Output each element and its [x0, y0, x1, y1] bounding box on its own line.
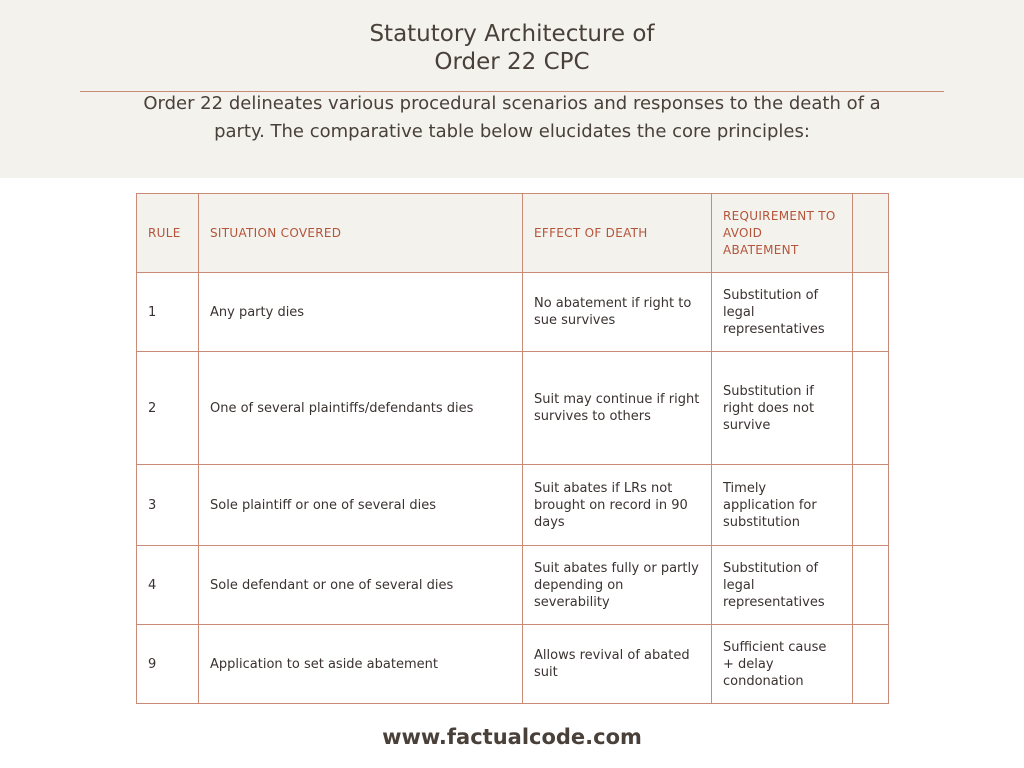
situation-cell: One of several plaintiffs/defendants dies [199, 352, 523, 465]
situation-cell: Application to set aside abatement [199, 625, 523, 704]
rules-table [136, 193, 889, 704]
intro-line-2: party. The comparative table below elucidates the core principles: [214, 121, 810, 142]
page-title [0, 20, 1024, 76]
table-row [137, 465, 889, 546]
extra-cell [853, 625, 889, 704]
effect-cell: Suit may continue if right survives to others [523, 352, 712, 465]
rule-cell: 2 [137, 352, 199, 465]
rule-cell: 9 [137, 625, 199, 704]
extra-cell [853, 352, 889, 465]
requirement-cell: Sufficient cause + delay condonation [712, 625, 853, 704]
table-row [137, 352, 889, 465]
effect-cell: Allows revival of abated suit [523, 625, 712, 704]
situation-cell: Sole defendant or one of several dies [199, 546, 523, 625]
table-row [137, 546, 889, 625]
intro-text [80, 90, 944, 146]
rule-cell: 3 [137, 465, 199, 546]
intro-line-1: Order 22 delineates various procedural scenarios and responses to the death of a [143, 93, 881, 114]
rule-cell: 1 [137, 273, 199, 352]
effect-cell: Suit abates if LRs not brought on record in 90 days [523, 465, 712, 546]
title-line-1: Statutory Architecture of [369, 21, 655, 47]
column-header-effect: EFFECT OF DEATH [523, 194, 712, 273]
website-footer: www.factualcode.com [382, 725, 642, 749]
extra-cell [853, 465, 889, 546]
requirement-cell: Substitution of legal representatives [712, 546, 853, 625]
requirement-cell: Timely application for substitution [712, 465, 853, 546]
effect-cell: No abatement if right to sue survives [523, 273, 712, 352]
requirement-cell: Substitution of legal representatives [712, 273, 853, 352]
column-header-requirement: REQUIREMENT TO AVOID ABATEMENT [712, 194, 853, 273]
column-header-situation: SITUATION COVERED [199, 194, 523, 273]
header-panel [0, 0, 1024, 178]
situation-cell: Any party dies [199, 273, 523, 352]
effect-cell: Suit abates fully or partly depending on severability [523, 546, 712, 625]
title-line-2: Order 22 CPC [434, 49, 590, 75]
table-header-row [137, 194, 889, 273]
extra-cell [853, 546, 889, 625]
requirement-cell: Substitution if right does not survive [712, 352, 853, 465]
table-row [137, 273, 889, 352]
column-header-rule: RULE [137, 194, 199, 273]
table-row [137, 625, 889, 704]
extra-cell [853, 273, 889, 352]
rule-cell: 4 [137, 546, 199, 625]
situation-cell: Sole plaintiff or one of several dies [199, 465, 523, 546]
column-header-extra [853, 194, 889, 273]
